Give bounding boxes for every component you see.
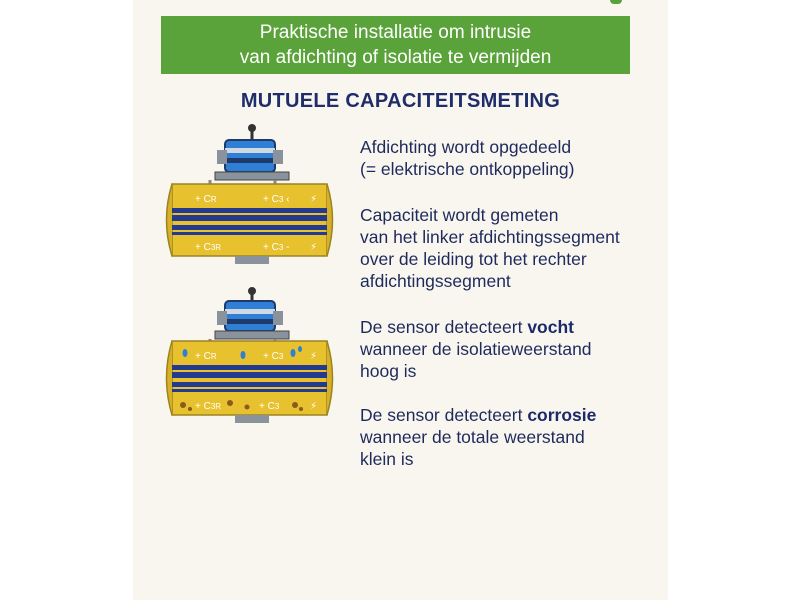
text-line: Afdichting wordt opgedeeld xyxy=(360,137,572,157)
bolt-icon: ⚡ xyxy=(310,242,318,253)
pipe-body xyxy=(167,341,333,423)
text-line: van het linker afdichtingssegment xyxy=(360,227,620,247)
text-capacitance-measured xyxy=(360,204,620,292)
text-moisture-detection xyxy=(360,316,592,382)
sensor-device-icon xyxy=(215,124,289,180)
text-line: afdichtingssegment xyxy=(360,271,511,291)
pipe-body xyxy=(167,184,333,264)
keyword-corrosion: corrosie xyxy=(527,405,597,425)
svg-text:+ C3R: + C3R xyxy=(195,401,222,412)
text-line: (= elektrische ontkoppeling) xyxy=(360,159,575,179)
svg-text:+ C3: + C3 xyxy=(259,401,280,412)
text-line: wanneer de totale weerstand xyxy=(360,427,585,447)
text-line: De sensor detecteert vocht xyxy=(360,317,574,337)
keyword-moisture: vocht xyxy=(527,317,574,337)
title-banner xyxy=(161,16,630,74)
svg-text:+ C3R: + C3R xyxy=(195,242,222,253)
svg-text:+ C3: + C3 xyxy=(263,351,284,362)
svg-text:+ C3 -: + C3 - xyxy=(263,242,290,253)
svg-text:+ CR: + CR xyxy=(195,194,217,205)
pipe-illustration-segmented xyxy=(155,120,340,270)
bolt-icon: ⚡ xyxy=(310,401,318,412)
text-line: wanneer de isolatieweerstand xyxy=(360,339,592,359)
text-line: klein is xyxy=(360,449,414,469)
banner-line-2: van afdichting of isolatie te vermijden xyxy=(239,47,552,68)
sensor-device-icon xyxy=(215,287,289,339)
text-corrosion-detection xyxy=(360,404,596,470)
svg-text:+ C3 ‹: + C3 ‹ xyxy=(263,194,290,205)
bolt-icon: ⚡ xyxy=(310,194,318,205)
text-line: De sensor detecteert corrosie xyxy=(360,405,597,425)
banner-line-1: Praktische installatie om intrusie xyxy=(259,22,532,43)
text-line: over de leiding tot het rechter xyxy=(360,249,587,269)
svg-text:+ CR: + CR xyxy=(195,351,217,362)
text-seal-segmented xyxy=(360,136,575,180)
text-line: hoog is xyxy=(360,361,417,381)
bolt-icon: ⚡ xyxy=(310,351,318,362)
text-line: Capaciteit wordt gemeten xyxy=(360,205,559,225)
pipe-illustration-moisture-corrosion xyxy=(155,285,340,435)
section-heading: MUTUELE CAPACITEITSMETING xyxy=(240,90,561,112)
